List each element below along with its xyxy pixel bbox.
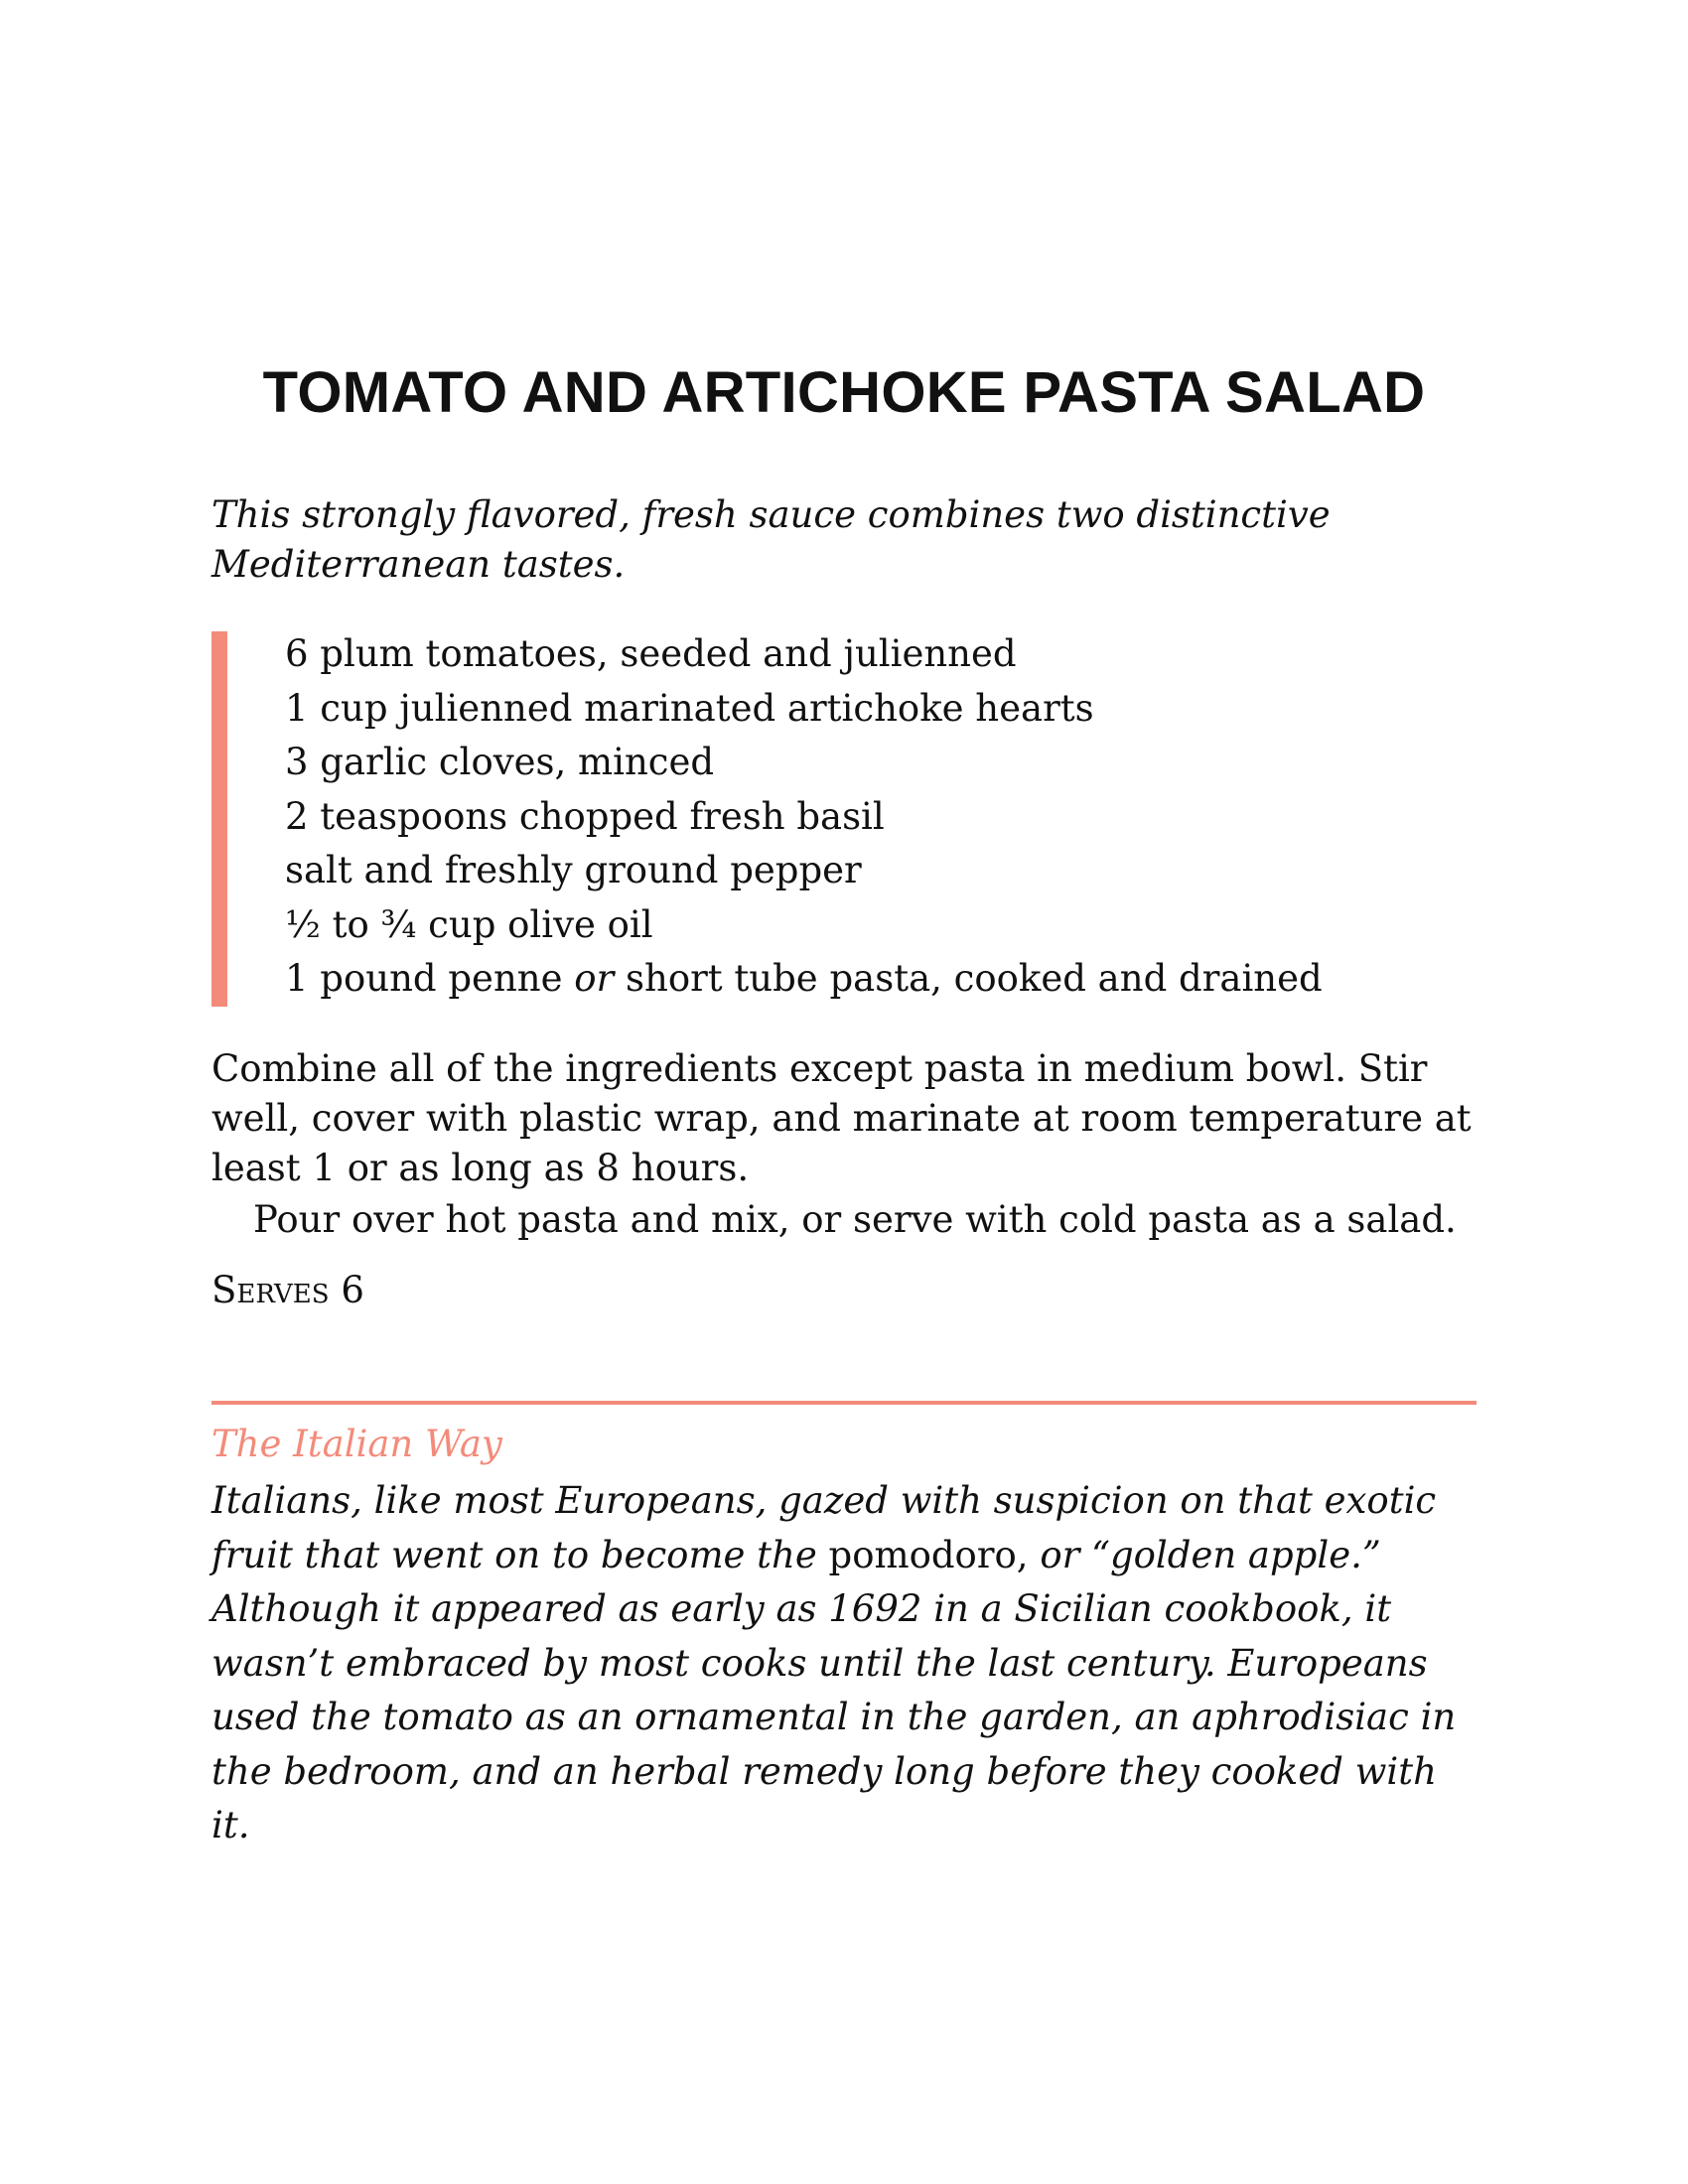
ingredient-item: 2 teaspoons chopped fresh basil <box>285 794 885 838</box>
ingredient-item: 6 plum tomatoes, seeded and julienned <box>285 632 1017 675</box>
sidebar-title: The Italian Way <box>211 1423 502 1465</box>
serves-count: 6 <box>341 1269 364 1311</box>
ingredient-list <box>211 631 1477 1007</box>
ingredient-item: ½ to ¾ cup olive oil <box>285 902 653 946</box>
method-step: Pour over hot pasta and mix, or serve with cold pasta as a salad. <box>253 1198 1457 1241</box>
ingredient-text: short tube pasta, cooked and drained <box>614 957 1323 1000</box>
method-step: Combine all of the ingredients except pasta in medium bowl. Stir well, cover with plastic wrap, and marinate at room temperature at least 1 or as long as 8 hours. <box>211 1047 1472 1189</box>
ingredient-text: 1 pound penne <box>285 957 575 1000</box>
recipe-intro: This strongly flavored, fresh sauce combines two distinctive Mediterranean tastes. <box>211 493 1331 586</box>
serves-line <box>211 1266 364 1315</box>
ingredient-item: salt and freshly ground pepper <box>285 849 862 891</box>
serves-label: Serves <box>211 1269 330 1311</box>
recipe-title: TOMATO AND ARTICHOKE PASTA SALAD <box>262 360 1426 425</box>
ingredient-item: 1 cup julienned marinated artichoke hearts <box>285 686 1094 730</box>
sidebar-text: or “golden apple.” Although it appeared as early as 1692 in a Sicilian cookbook, it wasn’t embraced by most cooks until the last century. Europeans used the tomato as an ornamental in the garden, an aphrodisiac in the bedroom, and an herbal remedy long before they cooked with it. <box>211 1533 1457 1846</box>
sidebar-term: pomodoro, <box>828 1533 1029 1576</box>
sidebar-body <box>211 1474 1477 1853</box>
sidebar-text: Italians, like most Europeans, gazed with suspicion on that exotic fruit that went on to become the <box>211 1479 1437 1576</box>
ingredient-item <box>285 952 1477 1007</box>
ingredient-or: or <box>574 957 615 1000</box>
ingredient-item: 3 garlic cloves, minced <box>285 741 715 783</box>
sidebar-divider <box>211 1401 1477 1405</box>
